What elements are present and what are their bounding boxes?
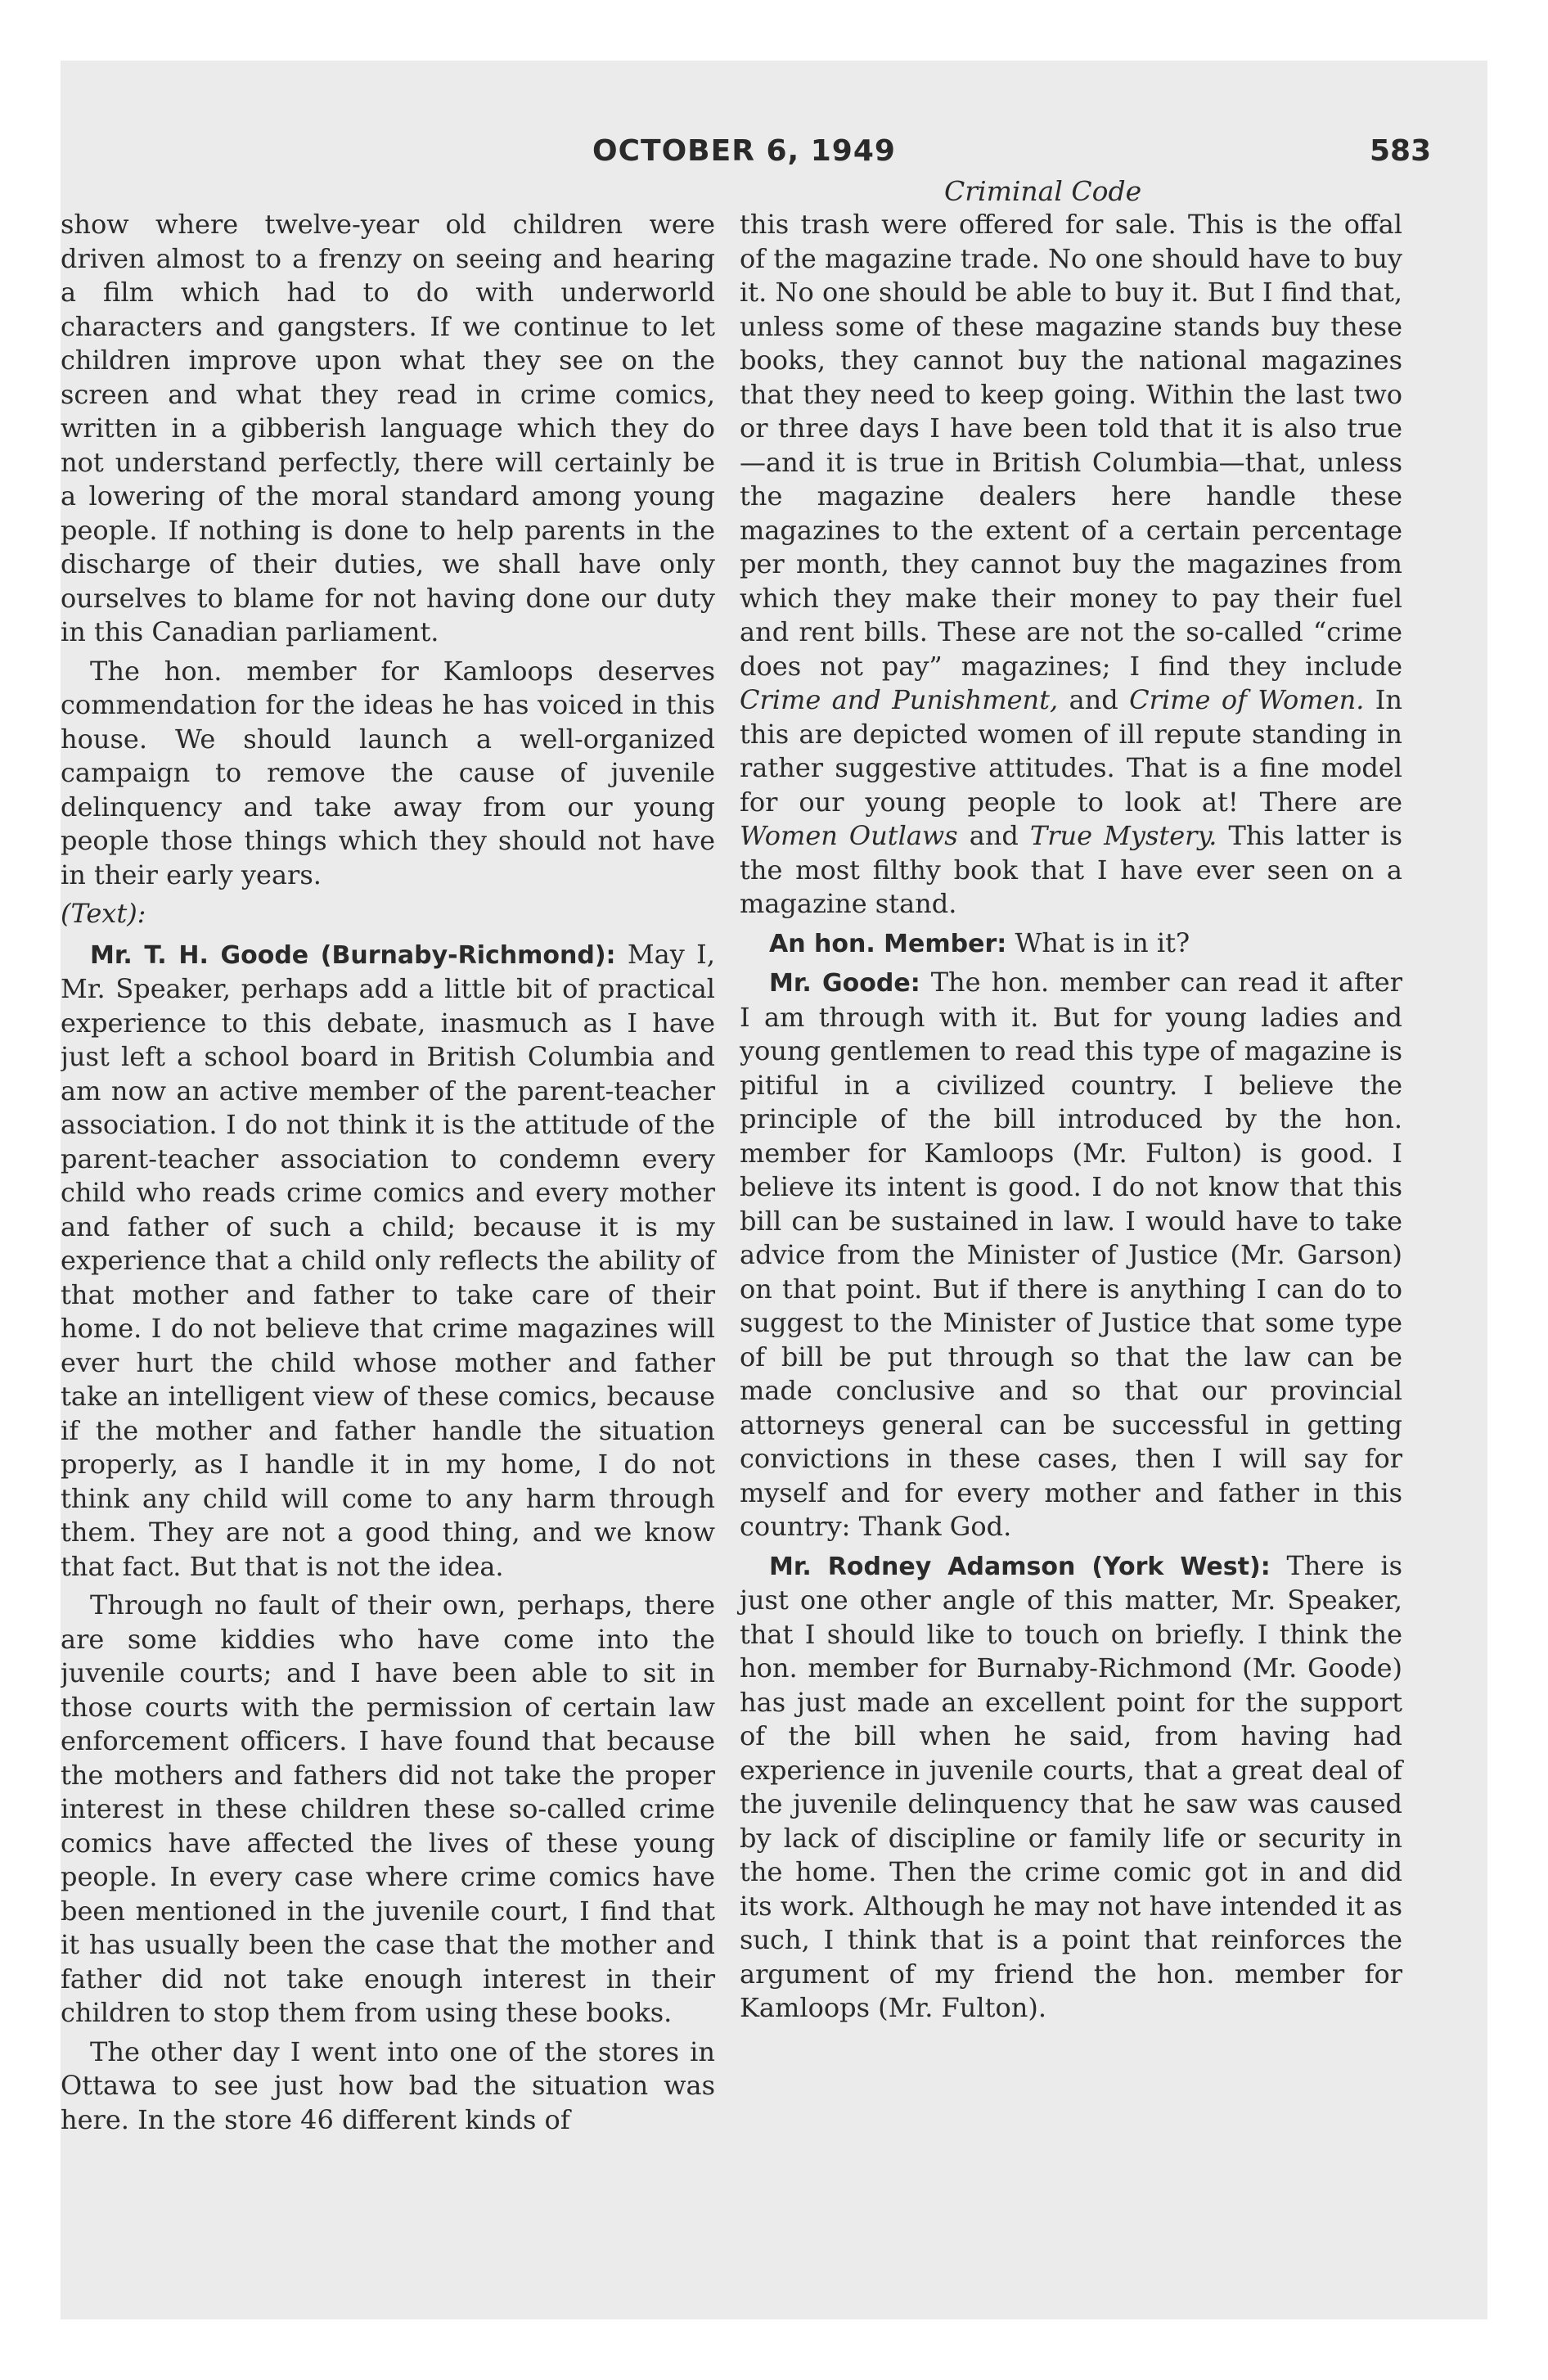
page-date: OCTOBER 6, 1949 <box>592 134 896 168</box>
magazine-title: Crime and Punishment, <box>740 684 1059 715</box>
magazine-title: Women Outlaws <box>740 820 958 851</box>
text-segment: this trash were offered for sale. This is the offal of the magazine trade. No one should have to buy it. No one should be able to buy it. But I find that, unless some of these magazine stands buy these books, they cannot buy the national magazines that they need to keep going. Within the last two or three days I have been told that it is also true —and it is true in British Columbia—that, unless the magazine dealers here handle these magazines to the extent of a certain percentage per month, they cannot buy the magazines from which they make their money to pay their fuel and rent bills. These are not the so-called “crime does not pay” magazines; I find they include <box>740 209 1402 682</box>
speech-text: The hon. member can read it after I am through with it. But for young ladies and young gentlemen to read this type of magazine is pitiful in a civilized country. I believe the principle of the bill introduced by the hon. member for Kamloops (Mr. Fulton) is good. I believe its intent is good. I do not know that this bill can be sustained in law. I would have to take advice from the Minister of Justice (Mr. Garson) on that point. But if there is anything I can do to suggest to the Minister of Justice that some type of bill be put through so that the law can be made conclusive and so that our provincial attorneys general can be successful in getting convictions in these cases, then I will say for myself and for every mother and father in this country: Thank God. <box>740 967 1403 1542</box>
page-header <box>61 134 1487 175</box>
paragraph <box>740 1549 1402 2026</box>
text-segment: This latter is the most filthy book that I have ever seen on a magazine stand. <box>740 820 1403 919</box>
paragraph: show where twelve-year old children were driven almost to a frenzy on seeing and hearing a film which had to do with underworld characters and gangsters. If we continue to let children improve upon what they see on the screen and what they read in crime comics, written in a gibberish language which they do not understand perfectly, there will certainly be a lowering of the moral standard among young people. If nothing is done to help parents in the discharge of their duties, we shall have only ourselves to blame for not having done our duty in this Canadian parliament. <box>61 209 715 647</box>
magazine-title: True Mystery. <box>1029 820 1217 851</box>
right-column <box>740 208 1402 2031</box>
speech-text: There is just one other angle of this matter, Mr. Speaker, that I should like to touch on briefly. I think the hon. member for Burnaby-Richmond (Mr. Goode) has just made an excellent point for the support of the bill when he said, from having had experience in juvenile courts, that a great deal of the juvenile delinquency that he saw was caused by lack of discipline or family life or security in the home. Then the crime comic got in and did its work. Although he may not have intended it as such, I think that is a point that reinforces the argument of my friend the hon. member for Kamloops (Mr. Fulton). <box>740 1549 1402 2023</box>
paragraph: Through no fault of their own, perhaps, there are some kiddies who have come into the juvenile courts; and I have been able to sit in those courts with the permission of certain law enforcement officers. I have found that because the mothers and fathers did not take the proper interest in these children these so-called crime comics have affected the lives of these young people. In every case where crime comics have been mentioned in the juvenile court, I find that it has usually been the case that the mother and father did not take enough interest in their children to stop them from using these books. <box>61 1589 715 2028</box>
hansard-page <box>61 61 1487 2319</box>
text-segment: and <box>1058 684 1130 715</box>
paragraph: The hon. member for Kamloops deserves commendation for the ideas he has voiced in this house. We should launch a well-organized campaign to remove the cause of juvenile delinquency and take away from our young people those things which they should not have in their early years. <box>61 655 715 890</box>
speech-text: May I, Mr. Speaker, perhaps add a little bit of practical experience to this debate, inasmuch as I have just left a school board in British Columbia and am now an active member of the parent-teacher association. I do not think it is the attitude of the parent-teacher association to condemn every child who reads crime comics and every mother and father of such a child; because it is my experience that a child only reflects the ability of that mother and father to take care of their home. I do not believe that crime magazines will ever hurt the child whose mother and father take an intelligent view of these comics, because if the mother and father handle the situation properly, as I handle it in my home, I do not think any child will come to any harm through them. They are not a good thing, and we know that fact. But that is not the idea. <box>61 938 715 1582</box>
paragraph <box>61 938 715 1584</box>
speech-text: What is in it? <box>1006 926 1190 958</box>
paragraph <box>740 926 1402 962</box>
text-segment: and <box>957 820 1030 851</box>
speaker-name: An hon. Member: <box>769 929 1007 958</box>
paragraph <box>740 966 1402 1544</box>
speaker-name: Mr. Rodney Adamson (York West): <box>769 1552 1271 1581</box>
magazine-title: Crime of Women. <box>1129 684 1365 715</box>
speaker-name: Mr. Goode: <box>769 969 920 998</box>
paragraph <box>740 208 1402 922</box>
section-title: Criminal Code <box>944 175 1142 207</box>
page-number: 583 <box>1370 134 1432 168</box>
paragraph: The other day I went into one of the stores in Ottawa to see just how bad the situation was here. In the store 46 different kinds of <box>61 2035 715 2135</box>
speaker-name: Mr. T. H. Goode (Burnaby-Richmond): <box>90 940 616 970</box>
text-segment: In this are depicted women of ill repute standing in rather suggestive attitudes. That is a fine model for our young people to look at! There are <box>740 684 1403 818</box>
text-label: (Text): <box>61 898 146 929</box>
left-column <box>61 208 715 2142</box>
